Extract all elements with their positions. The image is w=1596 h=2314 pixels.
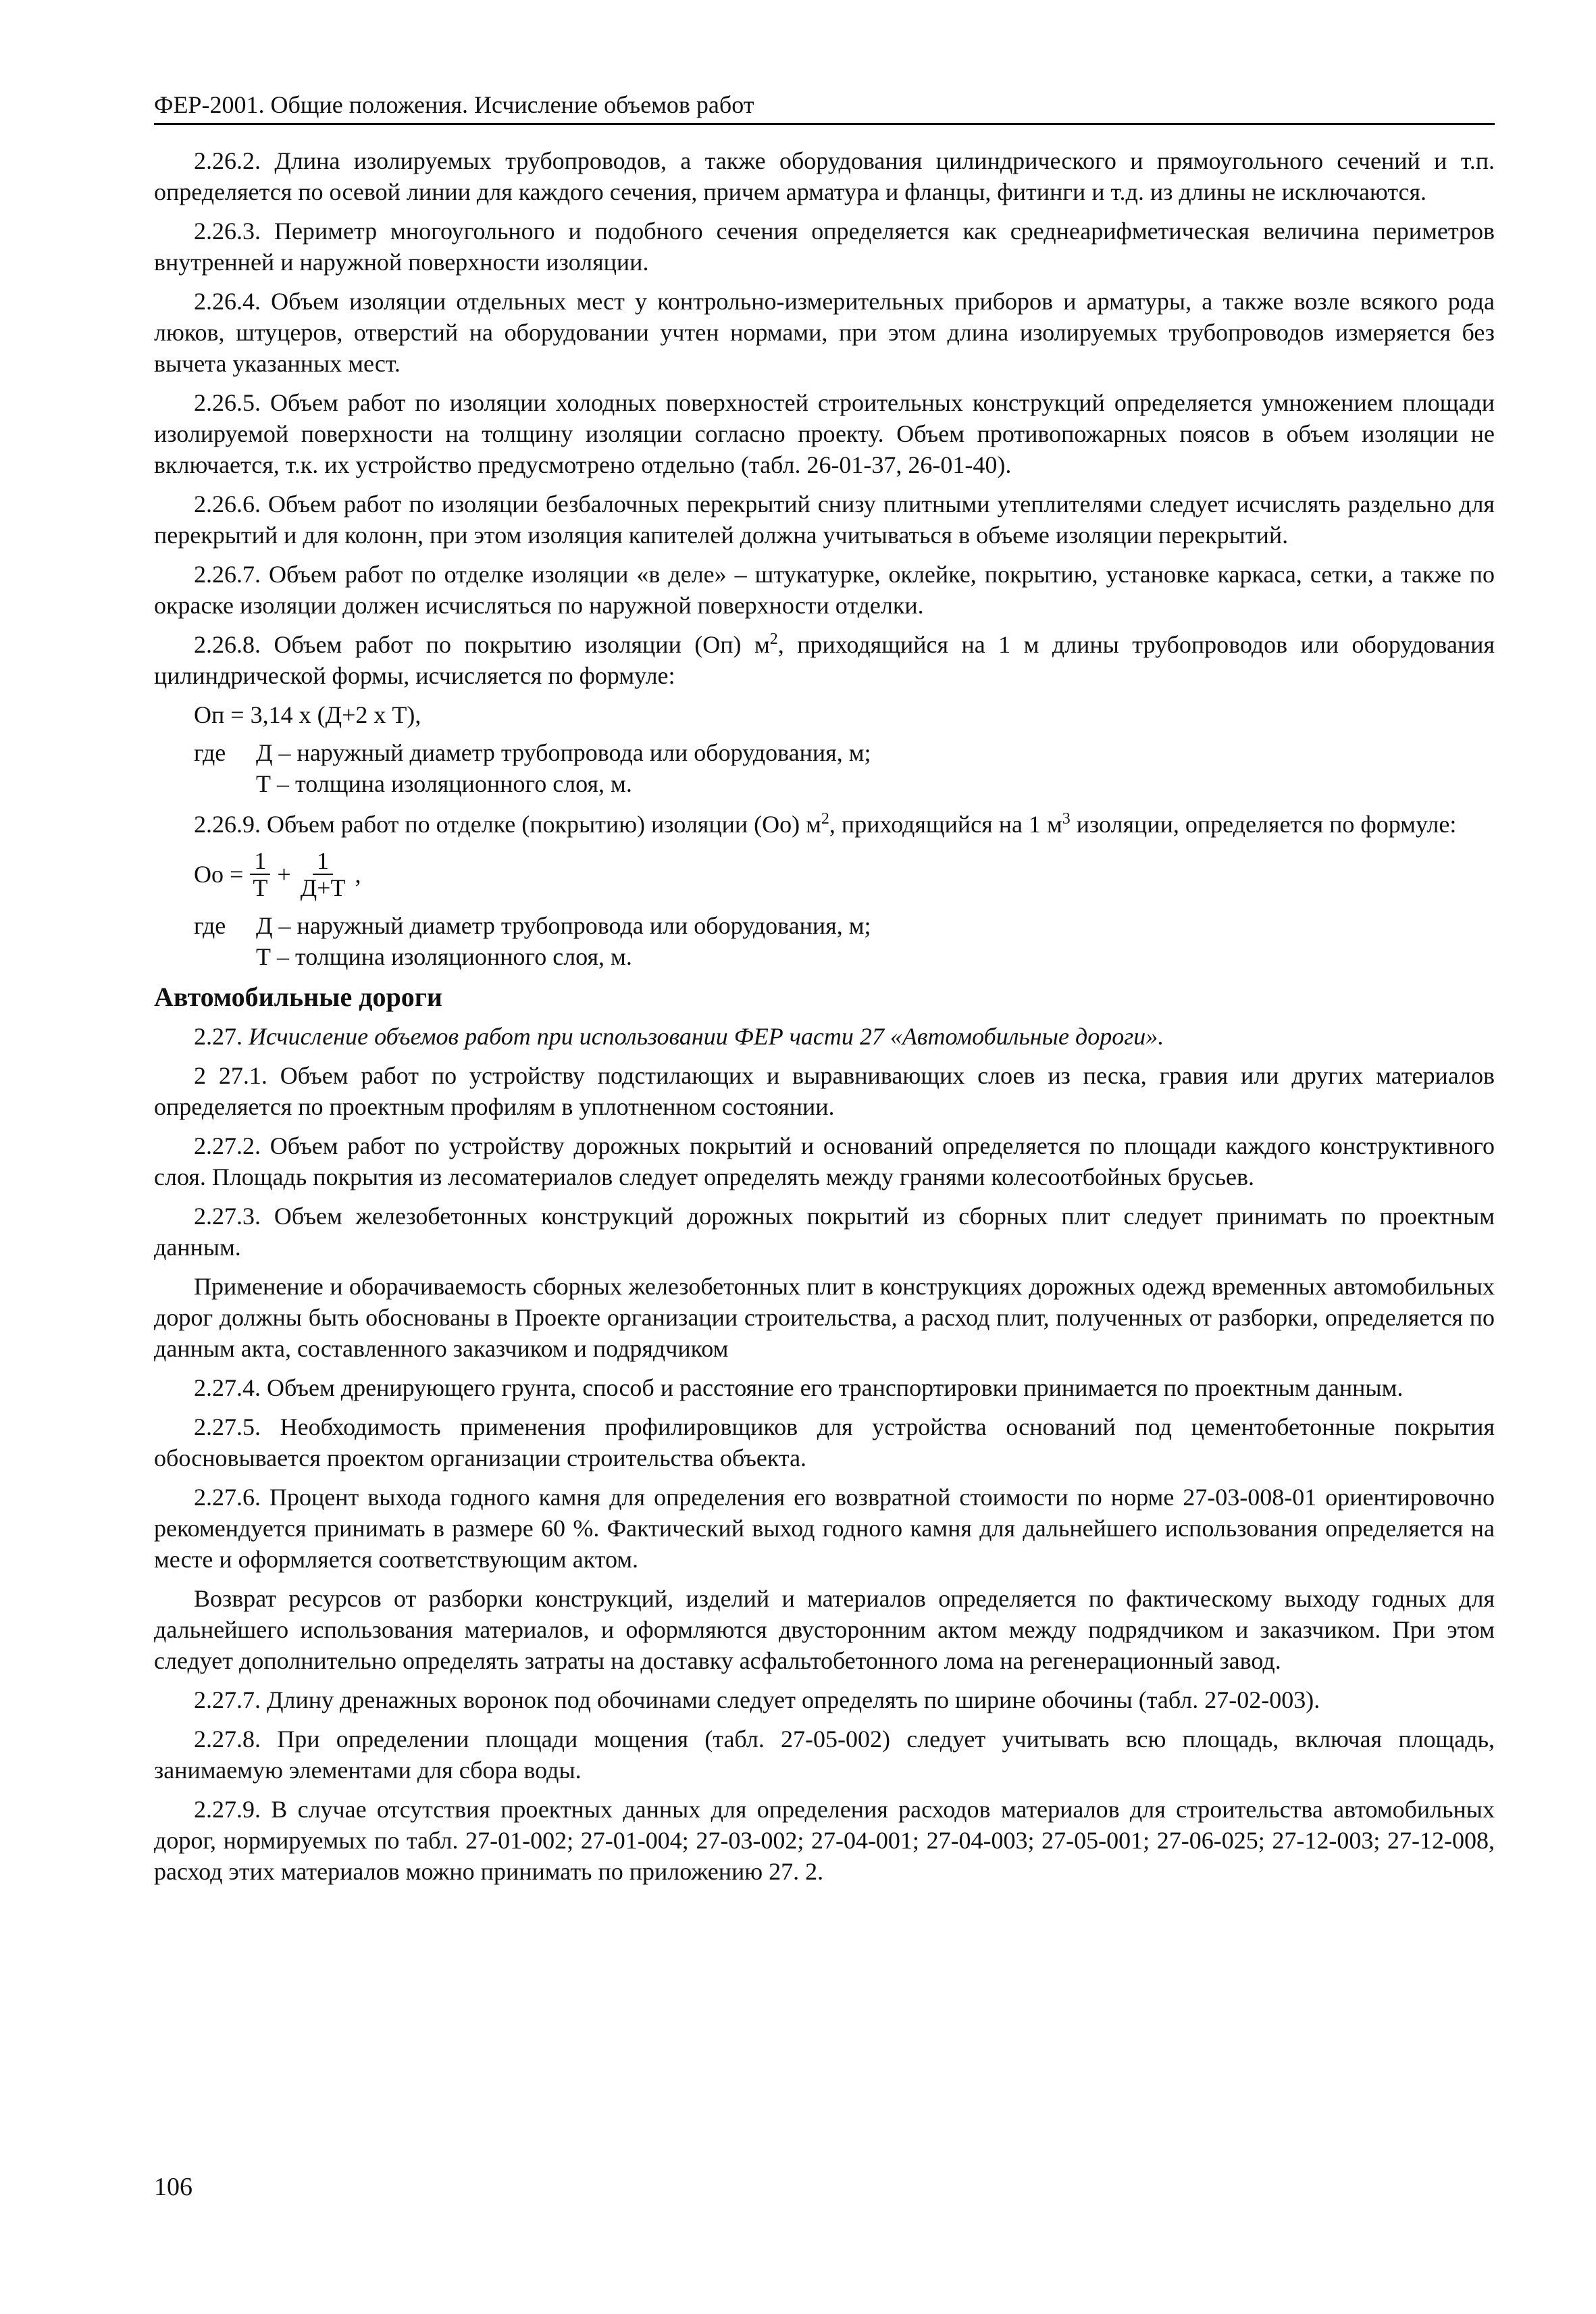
p227-num: 2.27. (194, 1023, 249, 1050)
paragraph-2-26-4: 2.26.4. Объем изоляции отдельных мест у контрольно-измерительных приборов и арматуры, а также возле всякого рода люков, штуцеров, отверстий на оборудовании учтен нормами, при этом длина изолируемых трубопроводов измеряется без вычета указанных мест. (154, 288, 1495, 377)
fraction-1-numerator: 1 (250, 848, 270, 875)
document-body (154, 145, 1495, 1895)
formula-oo-plus: + (277, 861, 291, 888)
p2269-sup1: 2 (821, 810, 829, 828)
p2269-sup2: 3 (1062, 810, 1071, 828)
paragraph-2-27-5: 2.27.5. Необходимость применения профилировщиков для устройства оснований под цементобетонные покрытия обосновывается проектом организации строительства объекта. (154, 1413, 1495, 1472)
p2269-part1: 2.26.9. Объем работ по отделке (покрытию) изоляции (Оо) м (194, 811, 821, 838)
where-block-2 (194, 910, 1495, 941)
p227-text: Исчисление объемов работ при использовании ФЕР части 27 «Автомобильные дороги». (249, 1023, 1164, 1050)
page-number: 106 (154, 2173, 192, 2201)
paragraph-2-27-6: 2.27.6. Процент выхода годного камня для определения его возвратной стоимости по норме 27-03-008-01 ориентировочно рекомендуется принимать в размере 60 %. Фактический выход годного камня для дальнейшего использования определяется на месте и оформляется соответствующим актом. (154, 1484, 1495, 1573)
where-label-2: где (194, 912, 226, 939)
where-label-1: где (194, 739, 226, 766)
paragraph-2-26-6: 2.26.6. Объем работ по изоляции безбалочных перекрытий снизу плитными утеплителями следует исчислять раздельно для перекрытий и для колонн, при этом изоляция капителей должна учитываться в объеме изоляции перекрытий. (154, 491, 1495, 549)
paragraph-2-27 (154, 1021, 1495, 1052)
where-block-1 (194, 737, 1495, 768)
section-title: Автомобильные дороги (154, 982, 442, 1012)
p2268-sup: 2 (769, 630, 778, 648)
p2269-part2: , приходящийся на 1 м (829, 811, 1062, 838)
paragraph-return-resources: Возврат ресурсов от разборки конструкций, изделий и материалов определяется по фактическому выходу годных для дальнейшего использования материалов, и оформляются двусторонним актом между подрядчиком и заказчиком. При этом следует дополнительно определять затраты на доставку асфальтобетонного лома на регенерационный завод. (154, 1585, 1495, 1674)
paragraph-2-26-7: 2.26.7. Объем работ по отделке изоляции «в деле» – штукатурке, оклейке, покрытию, установке каркаса, сетки, а также по окраске изоляции должен исчисляться по наружной поверхности отделки. (154, 561, 1495, 619)
paragraph-2-26-8 (154, 629, 1495, 691)
paragraph-2-27-1: 2 27.1. Объем работ по устройству подстилающих и выравнивающих слоев из песка, гравия или других материалов определяется по проектным профилям в уплотненном состоянии. (154, 1062, 1495, 1120)
fraction-2-numerator: 1 (313, 848, 333, 875)
formula-op: Оп = 3,14 х (Д+2 х Т), (194, 701, 421, 728)
paragraph-2-27-8: 2.27.8. При определении площади мощения (табл. 27-05-002) следует учитывать всю площадь, включая площадь, занимаемую элементами для сбора воды. (154, 1726, 1495, 1784)
paragraph-2-27-3: 2.27.3. Объем железобетонных конструкций дорожных покрытий из сборных плит следует принимать по проектным данным. (154, 1203, 1495, 1261)
paragraph-plates: Применение и оборачиваемость сборных железобетонных плит в конструкциях дорожных одежд временных автомобильных дорог должны быть обоснованы в Проекте организации строительства, а расход плит, полученных от разборки, определяется по данным акта, составленного заказчиком и подрядчиком (154, 1273, 1495, 1362)
paragraph-2-27-2: 2.27.2. Объем работ по устройству дорожных покрытий и оснований определяется по площади каждого конструктивного слоя. Площадь покрытия из лесоматериалов следует определять между гранями колесоотбойных брусьев. (154, 1132, 1495, 1190)
p2268-after: , приходящийся на 1 м длины трубопроводов или оборудования цилиндрической формы, исчисляется по формуле: (154, 631, 1495, 689)
paragraph-2-27-4: 2.27.4. Объем дренирующего грунта, способ и расстояние его транспортировки принимается по проектным данным. (194, 1374, 1404, 1401)
where-line-2b: Т – толщина изоляционного слоя, м. (256, 943, 632, 970)
where-line-2a: Д – наружный диаметр трубопровода или оборудования, м; (256, 912, 871, 939)
p2269-part3: изоляции, определяется по формуле: (1070, 811, 1457, 838)
paragraph-2-27-9: 2.27.9. В случае отсутствия проектных данных для определения расходов материалов для строительства автомобильных дорог, нормируемых по табл. 27-01-002; 27-01-004; 27-03-002; 27-04-001; 27-04-003; 27-05-001; 27-06-025; 27-12-003; 27-12-008, расход этих материалов можно принимать по приложению 27. 2. (154, 1796, 1495, 1885)
formula-oo-end: , (355, 861, 361, 888)
formula-oo (194, 848, 1495, 901)
where-line-1a: Д – наружный диаметр трубопровода или оборудования, м; (256, 739, 871, 766)
paragraph-2-26-3: 2.26.3. Периметр многоугольного и подобного сечения определяется как среднеарифметическая величина периметров внутренней и наружной поверхности изоляции. (154, 218, 1495, 276)
fraction-1-denominator: Т (253, 874, 268, 901)
paragraph-2-26-2: 2.26.2. Длина изолируемых трубопроводов, а также оборудования цилиндрического и прямоугольного сечений и т.п. определяется по осевой линии для каждого сечения, причем арматура и фланцы, фитинги и т.д. из длины не исключаются. (154, 147, 1495, 205)
p2268-before: 2.26.8. Объем работ по покрытию изоляции (Оп) м (194, 631, 770, 658)
paragraph-2-26-5: 2.26.5. Объем работ по изоляции холодных поверхностей строительных конструкций определяется умножением площади изолируемой поверхности на толщину изоляции согласно проекту. Объем противопожарных поясов в объем изоляции не включается, т.к. их устройство предусмотрено отдельно (табл. 26-01-37, 26-01-40). (154, 389, 1495, 478)
formula-oo-lhs: Оо = (194, 861, 244, 888)
paragraph-2-26-9 (154, 809, 1495, 840)
running-header: ФЕР-2001. Общие положения. Исчисление объемов работ (154, 89, 1495, 125)
fraction-2 (297, 848, 350, 901)
fraction-2-denominator: Д+Т (300, 874, 346, 901)
fraction-1 (249, 848, 272, 901)
where-line-1b: Т – толщина изоляционного слоя, м. (256, 770, 632, 797)
paragraph-2-27-7: 2.27.7. Длину дренажных воронок под обочинами следует определять по ширине обочины (табл. 27-02-003). (194, 1686, 1320, 1713)
